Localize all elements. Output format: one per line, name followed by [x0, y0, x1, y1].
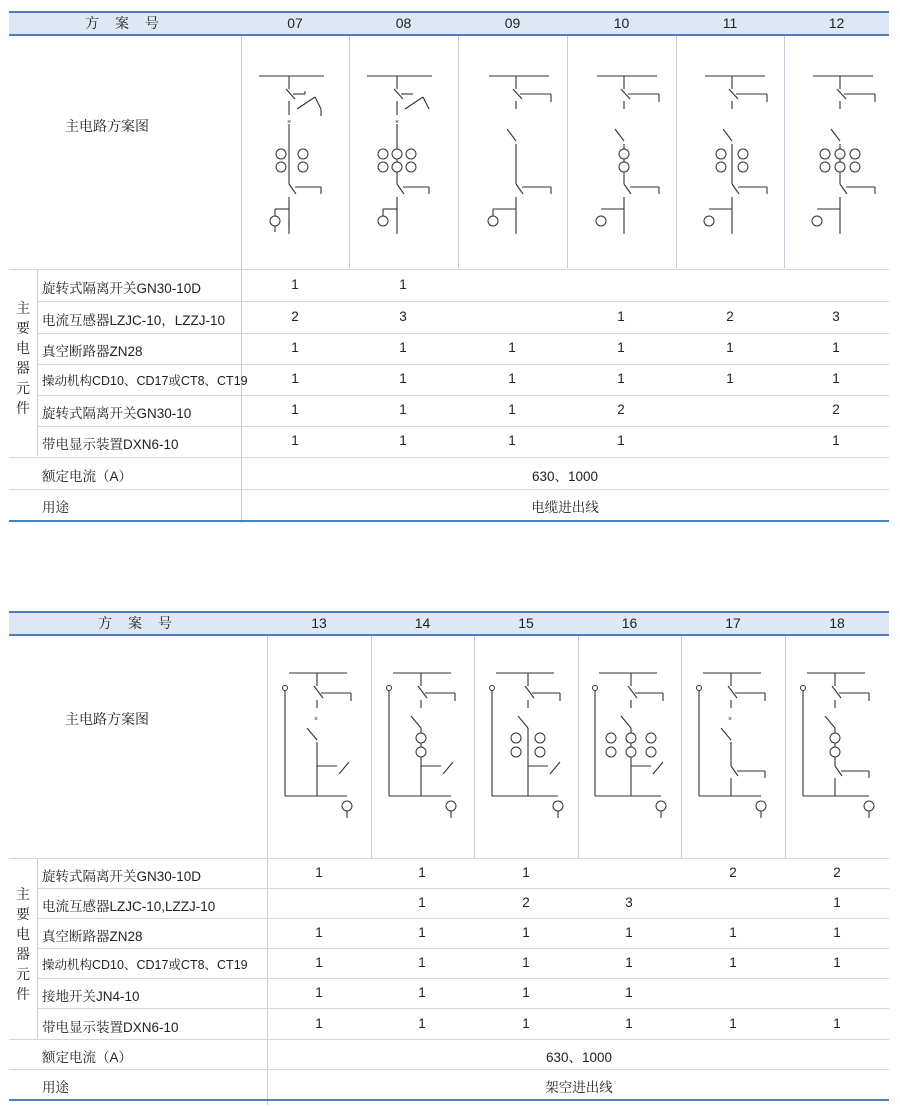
- table-cell: 1: [315, 955, 323, 970]
- table-cell: 1: [315, 985, 323, 1000]
- scheme-number: 12: [828, 15, 845, 31]
- row-label: 旋转式隔离开关GN30-10D: [42, 281, 202, 296]
- scheme-table-07-12: [9, 11, 889, 523]
- table-cell: 1: [522, 955, 530, 970]
- table-cell: 1: [522, 865, 530, 880]
- row-label: 旋转式隔离开关GN30-10D: [42, 869, 202, 884]
- scheme-number: 15: [518, 615, 534, 631]
- table-cell: 1: [418, 925, 426, 940]
- table-cell: 1: [508, 433, 516, 448]
- table-cell: 1: [617, 309, 625, 324]
- table-cell: 2: [833, 865, 841, 880]
- scheme-number: 14: [414, 615, 431, 631]
- usage-label: 用途: [42, 1080, 69, 1095]
- circuit-diagram-10: [587, 69, 667, 244]
- diagram-row-label: 主电路方案图: [65, 118, 149, 134]
- scheme-number: 09: [504, 15, 521, 31]
- row-label: 真空断路器ZN28: [42, 929, 143, 944]
- svg-text:×: ×: [728, 716, 733, 723]
- table-cell: 1: [522, 925, 530, 940]
- table-cell: 1: [833, 895, 841, 910]
- table-cell: 1: [833, 1016, 841, 1031]
- table-cell: 1: [726, 371, 734, 386]
- table-cell: 1: [508, 371, 516, 386]
- table-cell: 1: [291, 340, 299, 355]
- table-cell: 1: [399, 402, 407, 417]
- scheme-number-label: 方 案 号: [98, 615, 178, 631]
- scheme-number: 17: [725, 615, 741, 631]
- circuit-diagram-16: [589, 666, 674, 826]
- scheme-number: 16: [621, 615, 638, 631]
- table-cell: 1: [617, 371, 625, 386]
- scheme-number: 18: [829, 615, 845, 631]
- scheme-number: 08: [395, 15, 412, 31]
- row-label: 电流互感器LZJC-10，LZZJ-10: [42, 313, 226, 328]
- table-cell: 1: [291, 402, 299, 417]
- table-cell: 1: [617, 433, 625, 448]
- row-label: 电流互感器LZJC-10,LZZJ-10: [42, 899, 216, 914]
- rated-current-value: 630、1000: [545, 1050, 613, 1065]
- rated-current-label: 额定电流（A）: [42, 469, 133, 484]
- row-label: 带电显示装置DXN6-10: [42, 437, 179, 452]
- circuit-diagram-11: [695, 69, 775, 244]
- scheme-number-label: 方 案 号: [85, 15, 165, 31]
- circuit-diagram-17: [693, 666, 778, 826]
- table-cell: 1: [315, 925, 323, 940]
- scheme-table-13-18: [9, 611, 889, 1105]
- table-cell: 3: [832, 309, 840, 324]
- table-cell: 1: [315, 865, 323, 880]
- table-header: [9, 11, 889, 36]
- table-cell: 1: [399, 433, 407, 448]
- table-cell: 1: [522, 1016, 530, 1031]
- usage-value: 架空进出线: [545, 1080, 613, 1095]
- table-cell: 1: [625, 1016, 633, 1031]
- rated-current-value: 630、1000: [531, 469, 599, 484]
- table-cell: 1: [418, 865, 426, 880]
- circuit-diagram-09: [479, 69, 559, 244]
- row-label: 旋转式隔离开关GN30-10: [42, 406, 192, 421]
- circuit-diagram-15: [486, 666, 571, 826]
- circuit-diagram-13: [279, 666, 364, 826]
- table-cell: 1: [833, 955, 841, 970]
- table-cell: 1: [729, 955, 737, 970]
- table-cell: 1: [418, 895, 426, 910]
- table-cell: 1: [832, 340, 840, 355]
- table-cell: 3: [625, 895, 633, 910]
- svg-text:×: ×: [314, 716, 319, 723]
- table-cell: 1: [625, 955, 633, 970]
- table-cell: 1: [291, 371, 299, 386]
- scheme-number: 13: [311, 615, 327, 631]
- table-cell: 3: [399, 309, 407, 324]
- circuit-diagram-18: [797, 666, 882, 826]
- row-label: 操动机构CD10、CD17或CT8、CT19: [42, 958, 248, 972]
- table-cell: 1: [832, 371, 840, 386]
- table-cell: 1: [726, 340, 734, 355]
- table-cell: 1: [729, 1016, 737, 1031]
- table-cell: 1: [291, 277, 299, 292]
- table-cell: 1: [832, 433, 840, 448]
- usage-label: 用途: [42, 500, 69, 515]
- table-cell: 2: [617, 402, 625, 417]
- rated-current-label: 额定电流（A）: [42, 1050, 133, 1065]
- circuit-diagram-14: [383, 666, 468, 826]
- table-cell: 1: [399, 371, 407, 386]
- table-cell: 1: [617, 340, 625, 355]
- scheme-number: 07: [287, 15, 303, 31]
- table-cell: 1: [508, 402, 516, 417]
- table-cell: 1: [418, 955, 426, 970]
- table-cell: 1: [508, 340, 516, 355]
- usage-value: 电缆进出线: [531, 500, 599, 515]
- table-cell: 2: [832, 402, 840, 417]
- table-cell: 1: [399, 340, 407, 355]
- row-label: 真空断路器ZN28: [42, 344, 143, 359]
- group-label-main-components: 主要电器元件: [16, 886, 30, 1002]
- group-label-main-components: 主要电器元件: [16, 300, 30, 416]
- circuit-diagram-08: [367, 69, 447, 244]
- table-cell: 2: [726, 309, 734, 324]
- table-cell: 1: [399, 277, 407, 292]
- scheme-number: 10: [613, 15, 630, 31]
- circuit-diagram-07: [259, 69, 339, 244]
- row-label: 接地开关JN4-10: [42, 989, 140, 1004]
- table-cell: 2: [522, 895, 530, 910]
- scheme-number: 11: [722, 15, 738, 31]
- row-label: 带电显示装置DXN6-10: [42, 1020, 179, 1035]
- table-cell: 1: [522, 985, 530, 1000]
- table-cell: 1: [833, 925, 841, 940]
- table-cell: 1: [291, 433, 299, 448]
- table-cell: 2: [729, 865, 737, 880]
- circuit-diagram-12: [803, 69, 883, 244]
- table-header: [9, 611, 889, 636]
- table-cell: 1: [418, 1016, 426, 1031]
- table-cell: 1: [625, 925, 633, 940]
- row-label: 操动机构CD10、CD17或CT8、CT19: [42, 374, 248, 388]
- diagram-row-label: 主电路方案图: [65, 711, 149, 727]
- table-cell: 1: [729, 925, 737, 940]
- svg-text:×: ×: [287, 119, 292, 126]
- table-cell: 2: [291, 309, 299, 324]
- table-cell: 1: [625, 985, 633, 1000]
- table-cell: 1: [315, 1016, 323, 1031]
- svg-text:×: ×: [395, 119, 400, 126]
- table-cell: 1: [418, 985, 426, 1000]
